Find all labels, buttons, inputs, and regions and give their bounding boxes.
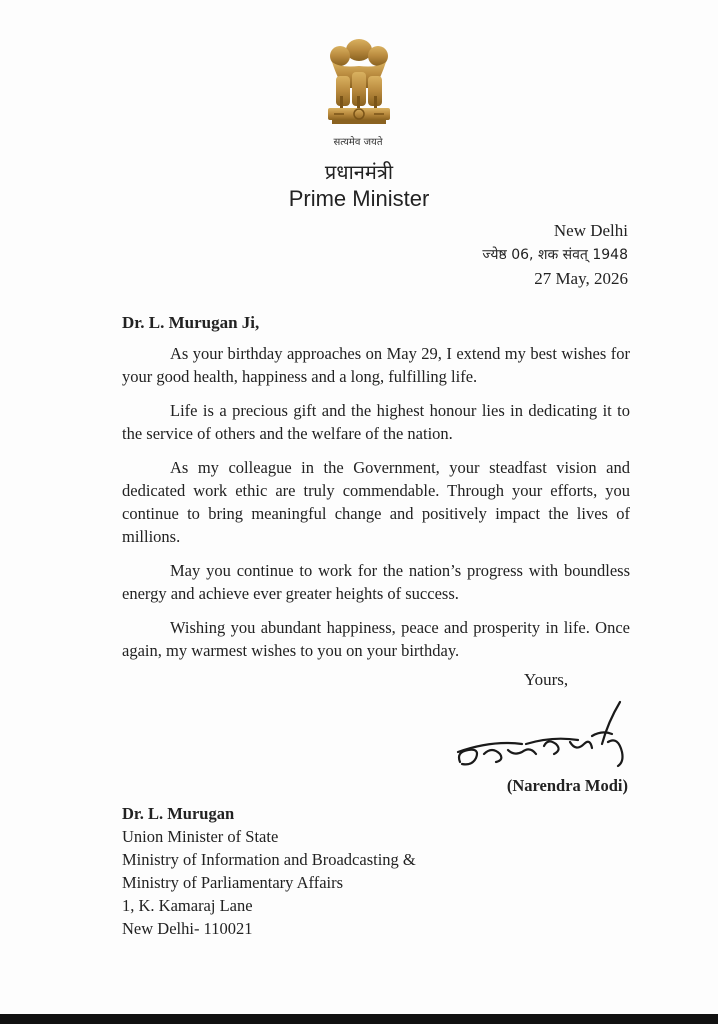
letter-body bbox=[122, 342, 630, 673]
address-line: Union Minister of State bbox=[122, 827, 279, 846]
handwritten-signature bbox=[452, 692, 632, 774]
place-line: New Delhi bbox=[553, 221, 628, 240]
paragraph: Wishing you abundant happiness, peace and prosperity in life. Once again, my warmest wishes to you on your birthday. bbox=[122, 618, 630, 660]
letterhead-title-hindi: प्रधानमंत्री bbox=[324, 160, 394, 184]
emblem-motto: सत्यमेव जयते bbox=[333, 137, 383, 148]
paragraph: As your birthday approaches on May 29, I extend my best wishes for your good health, happiness and a long, fulfilling life. bbox=[122, 344, 630, 386]
signatory-name: (Narendra Modi) bbox=[506, 776, 628, 795]
address-line: Ministry of Parliamentary Affairs bbox=[122, 873, 344, 892]
recipient-address bbox=[122, 802, 416, 940]
closing-yours: Yours, bbox=[524, 670, 569, 689]
scan-edge-bar bbox=[0, 1014, 718, 1024]
paragraph: As my colleague in the Government, your steadfast vision and dedicated work ethic are truly commendable. Through your efforts, you continue to bring meaningful change and positively impact the lives of millions. bbox=[122, 458, 630, 546]
paragraph: May you continue to work for the nation’s progress with boundless energy and achieve ever greater heights of success. bbox=[122, 561, 630, 603]
date-block bbox=[482, 219, 628, 291]
address-line: Ministry of Information and Broadcasting & bbox=[122, 850, 416, 869]
address-line: 1, K. Kamaraj Lane bbox=[122, 896, 253, 915]
salutation: Dr. L. Murugan Ji, bbox=[122, 313, 260, 332]
paragraph: Life is a precious gift and the highest honour lies in dedicating it to the service of others and the welfare of the nation. bbox=[122, 401, 630, 443]
address-line: New Delhi- 110021 bbox=[122, 919, 253, 938]
hindi-date-line: ज्येष्ठ 06, शक संवत् 1948 bbox=[482, 247, 628, 263]
letterhead-title-english: Prime Minister bbox=[288, 186, 430, 211]
date-line: 27 May, 2026 bbox=[534, 269, 628, 288]
recipient-name: Dr. L. Murugan bbox=[122, 804, 235, 823]
